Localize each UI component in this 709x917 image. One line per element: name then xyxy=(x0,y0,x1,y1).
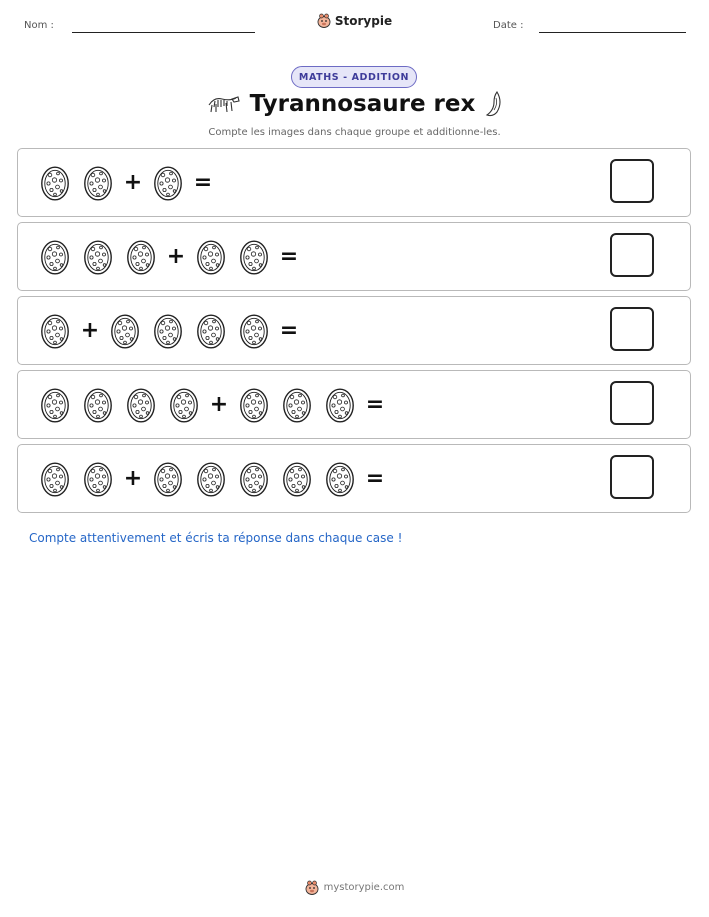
answer-box[interactable] xyxy=(610,233,654,277)
page-title: Tyrannosaure rex xyxy=(249,91,476,117)
dinosaur-egg-icon xyxy=(153,313,183,349)
equals-sign: = xyxy=(365,465,385,491)
dinosaur-egg-icon xyxy=(40,461,70,497)
dinosaur-egg-icon xyxy=(83,387,113,423)
brand-name: Storypie xyxy=(334,13,393,28)
equals-sign: = xyxy=(193,169,213,195)
answer-box[interactable] xyxy=(610,455,654,499)
problem-items xyxy=(40,371,389,438)
plus-sign: + xyxy=(209,391,229,417)
dinosaur-egg-icon xyxy=(40,313,70,349)
problem-row xyxy=(17,444,691,513)
dinosaur-egg-icon xyxy=(83,239,113,275)
dinosaur-claw-icon xyxy=(485,90,503,118)
dinosaur-egg-icon xyxy=(196,313,226,349)
dinosaur-egg-icon xyxy=(282,461,312,497)
problem-row xyxy=(17,370,691,439)
dinosaur-egg-icon xyxy=(325,387,355,423)
dinosaur-egg-icon xyxy=(282,387,312,423)
dinosaur-egg-icon xyxy=(325,461,355,497)
plus-sign: + xyxy=(123,465,143,491)
dinosaur-egg-icon xyxy=(239,313,269,349)
answer-box[interactable] xyxy=(610,307,654,351)
dinosaur-egg-icon xyxy=(196,239,226,275)
plus-sign: + xyxy=(123,169,143,195)
dinosaur-egg-icon xyxy=(153,165,183,201)
subject-badge: MATHS - ADDITION xyxy=(291,66,417,88)
dinosaur-egg-icon xyxy=(126,387,156,423)
storypie-mascot-icon xyxy=(317,13,331,28)
brand-logo xyxy=(0,13,709,28)
name-line xyxy=(72,32,255,33)
dinosaur-egg-icon xyxy=(239,239,269,275)
footer xyxy=(0,880,709,895)
equals-sign: = xyxy=(279,243,299,269)
problem-items xyxy=(40,445,389,512)
equals-sign: = xyxy=(279,317,299,343)
answer-box[interactable] xyxy=(610,159,654,203)
dinosaur-egg-icon xyxy=(40,239,70,275)
storypie-mascot-icon xyxy=(305,880,319,895)
problem-items xyxy=(40,149,217,216)
title-row xyxy=(0,90,709,118)
dinosaur-egg-icon xyxy=(239,387,269,423)
dinosaur-egg-icon xyxy=(83,165,113,201)
dinosaur-egg-icon xyxy=(83,461,113,497)
plus-sign: + xyxy=(166,243,186,269)
dinosaur-egg-icon xyxy=(40,387,70,423)
dinosaur-egg-icon xyxy=(110,313,140,349)
dinosaur-egg-icon xyxy=(196,461,226,497)
answer-box[interactable] xyxy=(610,381,654,425)
dinosaur-skeleton-icon xyxy=(206,93,240,115)
problem-items xyxy=(40,297,303,364)
equals-sign: = xyxy=(365,391,385,417)
problem-row xyxy=(17,222,691,291)
dinosaur-egg-icon xyxy=(169,387,199,423)
date-label: Date : xyxy=(493,20,524,31)
footer-url: mystorypie.com xyxy=(323,882,405,893)
problem-row xyxy=(17,296,691,365)
dinosaur-egg-icon xyxy=(153,461,183,497)
dinosaur-egg-icon xyxy=(239,461,269,497)
plus-sign: + xyxy=(80,317,100,343)
dinosaur-egg-icon xyxy=(40,165,70,201)
date-line xyxy=(539,32,686,33)
bottom-instruction: Compte attentivement et écris ta réponse dans chaque case ! xyxy=(29,531,403,545)
problem-row xyxy=(17,148,691,217)
dinosaur-egg-icon xyxy=(126,239,156,275)
problem-items xyxy=(40,223,303,290)
instructions-subtitle: Compte les images dans chaque groupe et additionne-les. xyxy=(208,127,501,138)
name-label: Nom : xyxy=(24,20,54,31)
